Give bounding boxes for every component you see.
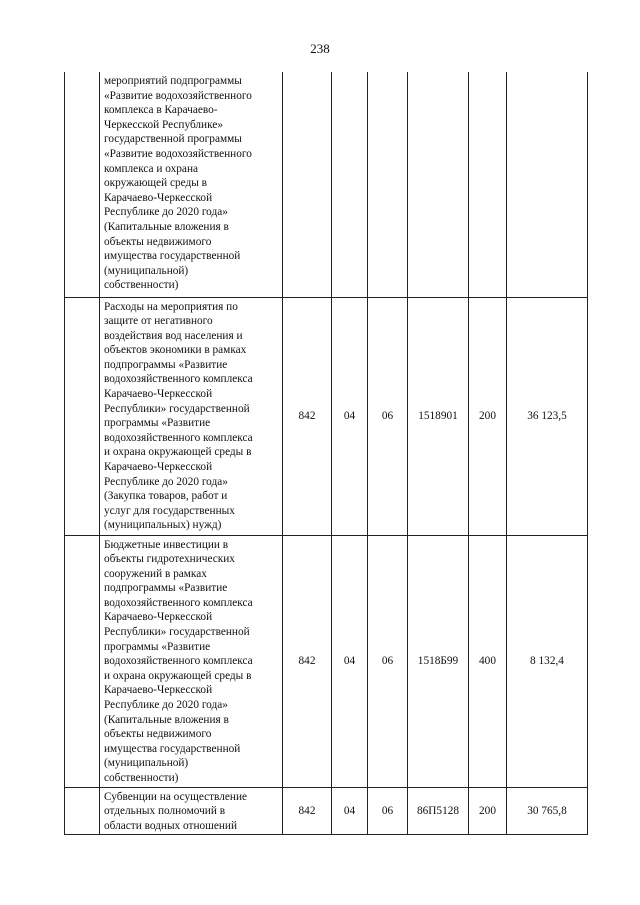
vr-cell bbox=[469, 72, 507, 297]
table-row bbox=[65, 787, 588, 835]
description-line: и охрана окружающей среды в bbox=[104, 669, 252, 682]
description-line: имущества государственной bbox=[104, 250, 241, 263]
budget-table-body bbox=[65, 72, 588, 835]
description-line: Карачаево-Черкесской bbox=[104, 388, 213, 401]
description-line: подпрограммы «Развитие bbox=[104, 582, 228, 595]
description-line: объекты недвижимого bbox=[104, 728, 212, 741]
description-line: «Развитие водохозяйственного bbox=[104, 89, 252, 102]
rz-cell: 04 bbox=[332, 535, 368, 787]
description-line: комплекса в Карачаево- bbox=[104, 104, 218, 117]
description-line: программы «Развитие bbox=[104, 417, 211, 430]
budget-table bbox=[64, 72, 588, 835]
grbs-cell: 842 bbox=[283, 787, 332, 835]
description-line: (муниципальных) нужд) bbox=[104, 519, 222, 532]
description-cell bbox=[100, 72, 283, 297]
description-line: и охрана окружающей среды в bbox=[104, 446, 252, 459]
pr-cell bbox=[368, 72, 408, 297]
description-line: собственности) bbox=[104, 279, 179, 292]
csr-cell bbox=[408, 72, 469, 297]
pr-cell: 06 bbox=[368, 535, 408, 787]
description-line: водохозяйственного комплекса bbox=[104, 373, 253, 386]
vr-cell: 400 bbox=[469, 535, 507, 787]
description-line: Субвенции на осуществление bbox=[104, 790, 248, 803]
description-line: области водных отношений bbox=[104, 819, 238, 832]
vr-cell: 200 bbox=[469, 297, 507, 535]
description-line: сооружений в рамках bbox=[104, 567, 207, 580]
rz-cell bbox=[332, 72, 368, 297]
table-row bbox=[65, 535, 588, 787]
description-line: Черкесской Республике» bbox=[104, 118, 223, 131]
row-number-cell bbox=[65, 535, 100, 787]
csr-cell: 1518Б99 bbox=[408, 535, 469, 787]
page-number: 238 bbox=[310, 41, 330, 56]
description-line: имущества государственной bbox=[104, 742, 241, 755]
table-row bbox=[65, 297, 588, 535]
description-line: Расходы на мероприятия по bbox=[104, 300, 238, 313]
description-line: окружающей среды в bbox=[104, 177, 208, 190]
description-line: Республики» государственной bbox=[104, 626, 250, 639]
description-line: «Развитие водохозяйственного bbox=[104, 147, 252, 160]
description-line: (Закупка товаров, работ и bbox=[104, 490, 228, 503]
description-line: воздействия вод населения и bbox=[104, 329, 243, 342]
sum-cell: 30 765,8 bbox=[507, 787, 588, 835]
description-line: Республике до 2020 года» bbox=[104, 699, 228, 712]
description-line: подпрограммы «Развитие bbox=[104, 358, 228, 371]
description-line: (муниципальной) bbox=[104, 757, 189, 770]
grbs-cell: 842 bbox=[283, 535, 332, 787]
sum-cell bbox=[507, 72, 588, 297]
description-line: мероприятий подпрограммы bbox=[104, 75, 242, 87]
table-row bbox=[65, 72, 588, 297]
description-line: Карачаево-Черкесской bbox=[104, 684, 213, 697]
description-line: водохозяйственного комплекса bbox=[104, 596, 253, 609]
description-line: Карачаево-Черкесской bbox=[104, 461, 213, 474]
description-line: государственной программы bbox=[104, 133, 242, 146]
description-cell bbox=[100, 297, 283, 535]
description-line: отдельных полномочий в bbox=[104, 805, 226, 818]
description-line: объектов экономики в рамках bbox=[104, 344, 247, 357]
description-line: Республике до 2020 года» bbox=[104, 475, 228, 488]
description-line: Карачаево-Черкесской bbox=[104, 611, 213, 624]
description-line: собственности) bbox=[104, 772, 179, 784]
description-line: (Капитальные вложения в bbox=[104, 713, 229, 726]
vr-cell: 200 bbox=[469, 787, 507, 835]
description-line: водохозяйственного комплекса bbox=[104, 431, 253, 444]
row-number-cell bbox=[65, 72, 100, 297]
row-number-cell bbox=[65, 297, 100, 535]
description-line: Республики» государственной bbox=[104, 402, 250, 415]
grbs-cell bbox=[283, 72, 332, 297]
description-line: (муниципальной) bbox=[104, 264, 189, 277]
description-line: Карачаево-Черкесской bbox=[104, 191, 213, 204]
description-line: объекты недвижимого bbox=[104, 235, 212, 248]
description-line: комплекса и охрана bbox=[104, 162, 198, 175]
description-cell bbox=[100, 535, 283, 787]
description-cell bbox=[100, 787, 283, 835]
rz-cell: 04 bbox=[332, 297, 368, 535]
sum-cell: 8 132,4 bbox=[507, 535, 588, 787]
description-line: программы «Развитие bbox=[104, 640, 211, 653]
description-line: объекты гидротехнических bbox=[104, 553, 235, 566]
csr-cell: 1518901 bbox=[408, 297, 469, 535]
csr-cell: 86П5128 bbox=[408, 787, 469, 835]
rz-cell: 04 bbox=[332, 787, 368, 835]
description-line: защите от негативного bbox=[104, 315, 213, 328]
description-line: водохозяйственного комплекса bbox=[104, 655, 253, 668]
sum-cell: 36 123,5 bbox=[507, 297, 588, 535]
description-line: услуг для государственных bbox=[104, 504, 235, 517]
description-line: Республике до 2020 года» bbox=[104, 206, 228, 219]
pr-cell: 06 bbox=[368, 297, 408, 535]
row-number-cell bbox=[65, 787, 100, 835]
pr-cell: 06 bbox=[368, 787, 408, 835]
description-line: Бюджетные инвестиции в bbox=[104, 538, 229, 551]
description-line: (Капитальные вложения в bbox=[104, 220, 229, 233]
grbs-cell: 842 bbox=[283, 297, 332, 535]
